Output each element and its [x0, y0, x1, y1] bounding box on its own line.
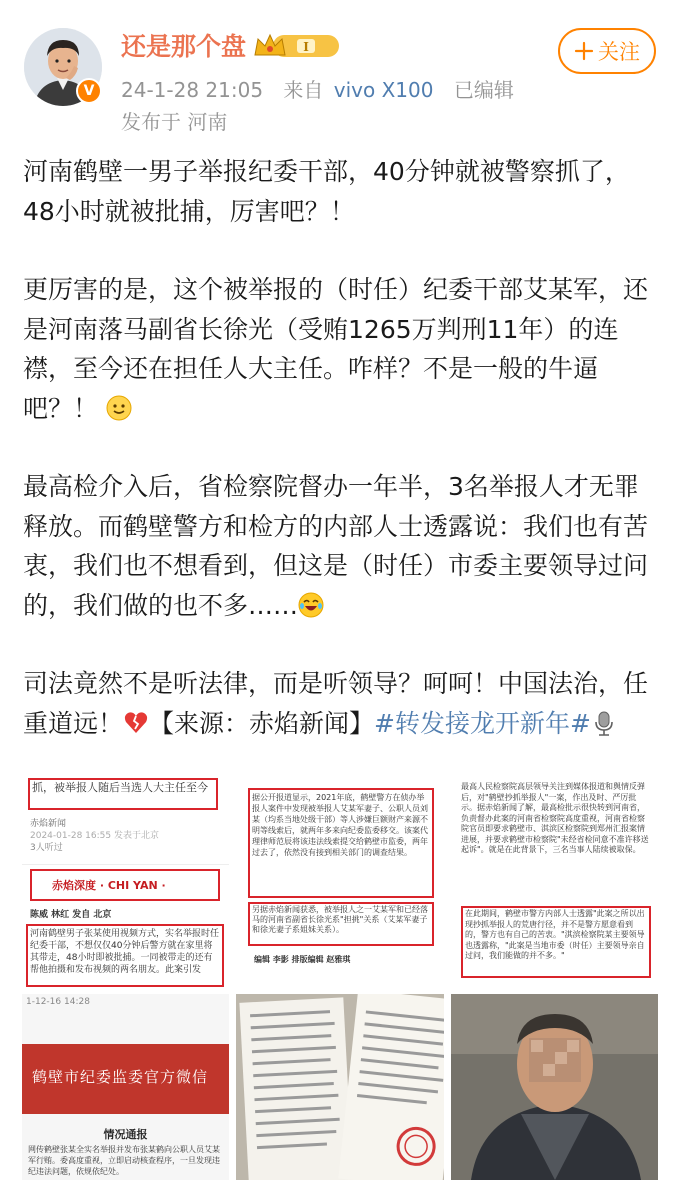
- plus-icon: [574, 41, 594, 61]
- hashtag-link[interactable]: #转发接龙开新年#: [374, 708, 591, 738]
- post-paragraph-4-text: 司法竟然不是听法律，而是听领导？呵呵！中国法治，任重道远！: [23, 669, 649, 738]
- document-photo-icon: [236, 994, 444, 1180]
- follow-button[interactable]: [558, 28, 656, 74]
- image-1-source: 赤焰新闻: [30, 819, 67, 829]
- image-1-listen: 3人听过: [30, 843, 63, 853]
- laugh-tears-emoji-icon: [298, 592, 324, 618]
- post-paragraph-3: [23, 467, 659, 625]
- image-4-body: 网传鹤壁张某全实名举报并发布张某鹤向公职人员艾某军行贿。委高度重视，立即启动核查程序，一旦发现违纪违法问题，依规依纪处。: [28, 1145, 220, 1176]
- edited-label[interactable]: 已编辑: [453, 78, 514, 102]
- image-grid: [22, 778, 658, 1180]
- post-image-6[interactable]: [451, 994, 658, 1180]
- username[interactable]: 还是那个盘: [121, 32, 247, 61]
- image-2-body-2: 另据赤焰新闻获悉，被举报人之一艾某军和已经落马的河南省副省长徐光系"担挑"关系（艾某军妻子和徐光妻子系姐妹关系）。: [252, 905, 428, 934]
- source-prefix: 来自: [283, 78, 324, 102]
- image-2-body-1: 据公开报道显示，2021年底，鹤壁警方在侦办举报人案件中发现被举报人艾某军妻子、公职人员刘某（均系当地处级干部）等人涉嫌巨额财产来源不明等线索后，就两年多来向纪委监委移交。该案代理律师范辰将该违法线索提交给鹤壁市监委，两年过去了，依然没有接到相关部门的调查结果。: [252, 793, 428, 857]
- image-1-date: 2024-01-28 16:55 发表于北京: [30, 831, 159, 841]
- device-link[interactable]: vivo X100: [333, 78, 434, 102]
- post-paragraph-1: 河南鹤壁一男子举报纪委干部，40分钟就被警察抓了，48小时就被批捕，厉害吧？！: [23, 157, 630, 226]
- image-4-org-title: 鹤壁市纪委监委官方微信: [32, 1068, 209, 1086]
- image-1-section: 赤焰深度 · CHI YAN ·: [52, 879, 166, 892]
- post-paragraph-3-text: 最高检介入后，省检察院督办一年半，3名举报人才无罪释放。而鹤壁警方和检方的内部人士透露说：我们也有苦衷，我们也不想看到，但这是（时任）市委主要领导过问的，我们做的也不多……: [23, 472, 649, 620]
- post-content: [23, 152, 659, 743]
- post-time: 24-1-28 21:05: [121, 78, 264, 102]
- level-badge-text: I: [303, 40, 309, 54]
- post-image-2[interactable]: [236, 778, 444, 987]
- image-4-notice-title: 情况通报: [103, 1128, 148, 1141]
- source-tag: 【来源：赤焰新闻】: [149, 708, 375, 738]
- image-4-date: 1-12-16 14:28: [26, 997, 90, 1007]
- crown-level-badge-icon: [253, 31, 341, 61]
- post-image-3[interactable]: [451, 778, 658, 987]
- post-meta: [121, 76, 528, 104]
- post-paragraph-2-text: 更厉害的是，这个被举报的（时任）纪委干部艾某军，还是河南落马副省长徐光（受贿1265万判刑11年）的连襟，至今还在担任人大主任。咋样？不是一般的牛逼吧？！: [23, 275, 649, 423]
- image-3-body-1: 最高人民检察院高层领导关注到媒体报道和舆情反弹后，对"鹤壁抄抓举报人"一案，作出及时、严厉批示。据赤焰新闻了解，最高检批示很快转到河南省，负责督办此案的河南省检察院高度重视，河南省检察院官员即要求鹤壁市、淇滨区检察院到郑州汇报案情进展，并要求鹤壁市检察院"未经省检同意不准许移送起诉"。就是在此背景下，三名当事人陆续被取保。: [461, 782, 649, 854]
- follow-button-label: 关注: [598, 40, 640, 64]
- broken-heart-emoji-icon: [123, 710, 149, 736]
- post-paragraph-2: [23, 270, 659, 428]
- verified-badge: V: [76, 78, 102, 104]
- post-image-5[interactable]: [236, 994, 444, 1180]
- post-image-1[interactable]: [22, 778, 229, 987]
- image-3-body-2: 在此期间，鹤壁市警方内部人士透露"此案之所以出现抄抓举报人的荒唐行径，并不是警方愿意看到的，警方也有自己的苦衷。"淇滨检察院某主要领导也透露称，"此案是当地市委（时任）主要领导亲自过问，我们能做的并不多。": [465, 909, 645, 960]
- post-location: 发布于 河南: [121, 110, 228, 134]
- person-photo-icon: [451, 994, 658, 1180]
- post-header: [0, 0, 681, 140]
- post-image-4[interactable]: [22, 994, 229, 1180]
- image-2-editor: 编辑 李影 排版编辑 赵雅琪: [254, 955, 351, 964]
- post-paragraph-4: [23, 664, 659, 743]
- image-1-top-text: 抓，被举报人随后当选人大主任至今: [32, 781, 208, 794]
- microphone-emoji-icon: [591, 710, 617, 736]
- smile-emoji-icon: [106, 395, 132, 421]
- image-1-authors: 陈威 林红 发自 北京: [30, 910, 112, 920]
- image-1-body: 河南鹤壁男子张某使用视频方式，实名举报时任纪委干部，不想仅仅40分钟后警方就在家里将其带走，48小时即被批捕。一同被带走的还有帮他拍摄和发布视频的两名朋友。此案引发: [30, 929, 220, 975]
